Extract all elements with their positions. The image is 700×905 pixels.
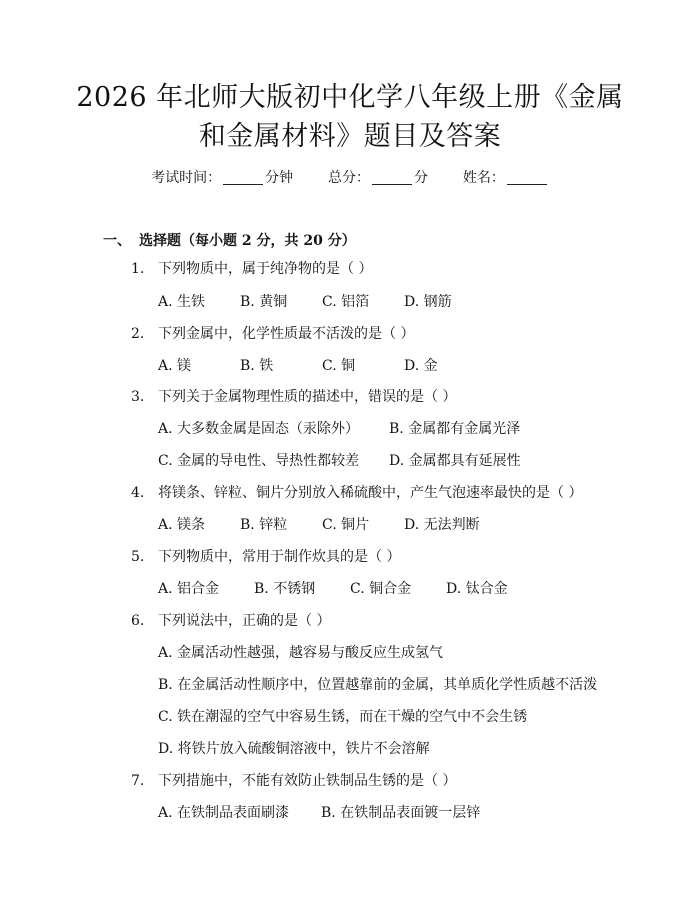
exam-time-label: 考试时间： (151, 170, 222, 186)
question-4 (131, 482, 611, 504)
question-text: 下列物质中，常用于制作炊具的是（ ） (158, 549, 401, 565)
option-b: B. 铁 (240, 358, 274, 374)
section-heading (103, 230, 356, 252)
option-c: C. 铝箔 (322, 294, 370, 310)
question-5-options (158, 578, 508, 600)
exam-time-unit: 分钟 (265, 170, 294, 186)
question-2-options (158, 355, 438, 377)
page-title-line-2: 和金属材料》题目及答案 (198, 121, 502, 152)
question-6-option-c: C. 铁在潮湿的空气中容易生锈，而在干燥的空气中不会生锈 (158, 709, 528, 725)
question-6-option-d: D. 将铁片放入硫酸铜溶液中，铁片不会溶解 (158, 741, 430, 757)
question-text: 下列金属中，化学性质最不活泼的是（ ） (158, 326, 415, 342)
option-c: C. 铜 (322, 358, 356, 374)
total-score-blank (372, 170, 412, 185)
question-text: 下列关于金属物理性质的描述中，错误的是（ ） (158, 389, 457, 405)
question-number: 2. (131, 326, 145, 342)
student-name-label: 姓名： (462, 170, 505, 186)
total-score-label: 总分： (328, 170, 370, 186)
question-6-option-b: B. 在金属活动性顺序中，位置越靠前的金属，其单质化学性质越不活泼 (158, 677, 598, 693)
question-7 (131, 770, 611, 792)
question-text: 下列物质中，属于纯净物的是（ ） (158, 261, 373, 277)
option-c: C. 铜合金 (350, 581, 412, 597)
option-d: D. 钢筋 (404, 294, 452, 310)
question-4-options (158, 514, 480, 536)
question-number: 3. (131, 389, 145, 405)
question-text: 下列说法中，正确的是（ ） (158, 613, 331, 629)
option-d: D. 钛合金 (446, 581, 508, 597)
exam-info-line (0, 167, 700, 189)
question-1-options (158, 291, 452, 313)
question-3 (131, 386, 611, 408)
option-d: D. 金 (404, 358, 438, 374)
question-number: 6. (131, 613, 145, 629)
exam-time-blank (223, 170, 263, 185)
question-text: 将镁条、锌粒、铜片分别放入稀硫酸中，产生气泡速率最快的是（ ） (158, 485, 583, 501)
section-number: 一、 (103, 233, 131, 249)
question-number: 4. (131, 485, 145, 501)
question-number: 7. (131, 773, 145, 789)
option-b: B. 黄铜 (240, 294, 288, 310)
option-a: A. 铝合金 (158, 581, 220, 597)
question-3-options-row-1 (158, 418, 520, 440)
option-a: A. 镁 (158, 358, 192, 374)
question-number: 1. (131, 261, 145, 277)
total-score-field (328, 167, 428, 189)
exam-time-field (151, 167, 293, 189)
option-d: D. 无法判断 (404, 517, 480, 533)
question-7-options (158, 802, 480, 824)
question-6-option-a: A. 金属活动性越强，越容易与酸反应生成氢气 (158, 645, 444, 661)
question-number: 5. (131, 549, 145, 565)
option-d: D. 金属都具有延展性 (389, 453, 521, 469)
option-c: C. 金属的导电性、导热性都较差 (158, 453, 360, 469)
question-1 (131, 258, 611, 280)
page-title-line-1: 2026 年北师大版初中化学八年级上册《金属 (76, 82, 624, 113)
option-a: A. 生铁 (158, 294, 206, 310)
option-b: B. 金属都有金属光泽 (389, 421, 521, 437)
question-5 (131, 546, 611, 568)
option-b: B. 不锈钢 (254, 581, 316, 597)
question-3-options-row-2 (158, 450, 521, 472)
option-a: A. 大多数金属是固态（汞除外） (158, 421, 360, 437)
total-score-unit: 分 (414, 170, 428, 186)
question-text: 下列措施中，不能有效防止铁制品生锈的是（ ） (158, 773, 457, 789)
question-2 (131, 323, 611, 345)
student-name-blank (507, 170, 547, 185)
option-c: C. 铜片 (322, 517, 370, 533)
option-b: B. 锌粒 (240, 517, 288, 533)
student-name-field (463, 167, 549, 189)
option-a: A. 镁条 (158, 517, 206, 533)
option-a: A. 在铁制品表面刷漆 (158, 805, 290, 821)
section-title: 选择题（每小题 2 分，共 20 分） (139, 233, 356, 249)
option-b: B. 在铁制品表面镀一层锌 (321, 805, 481, 821)
question-6 (131, 610, 611, 632)
